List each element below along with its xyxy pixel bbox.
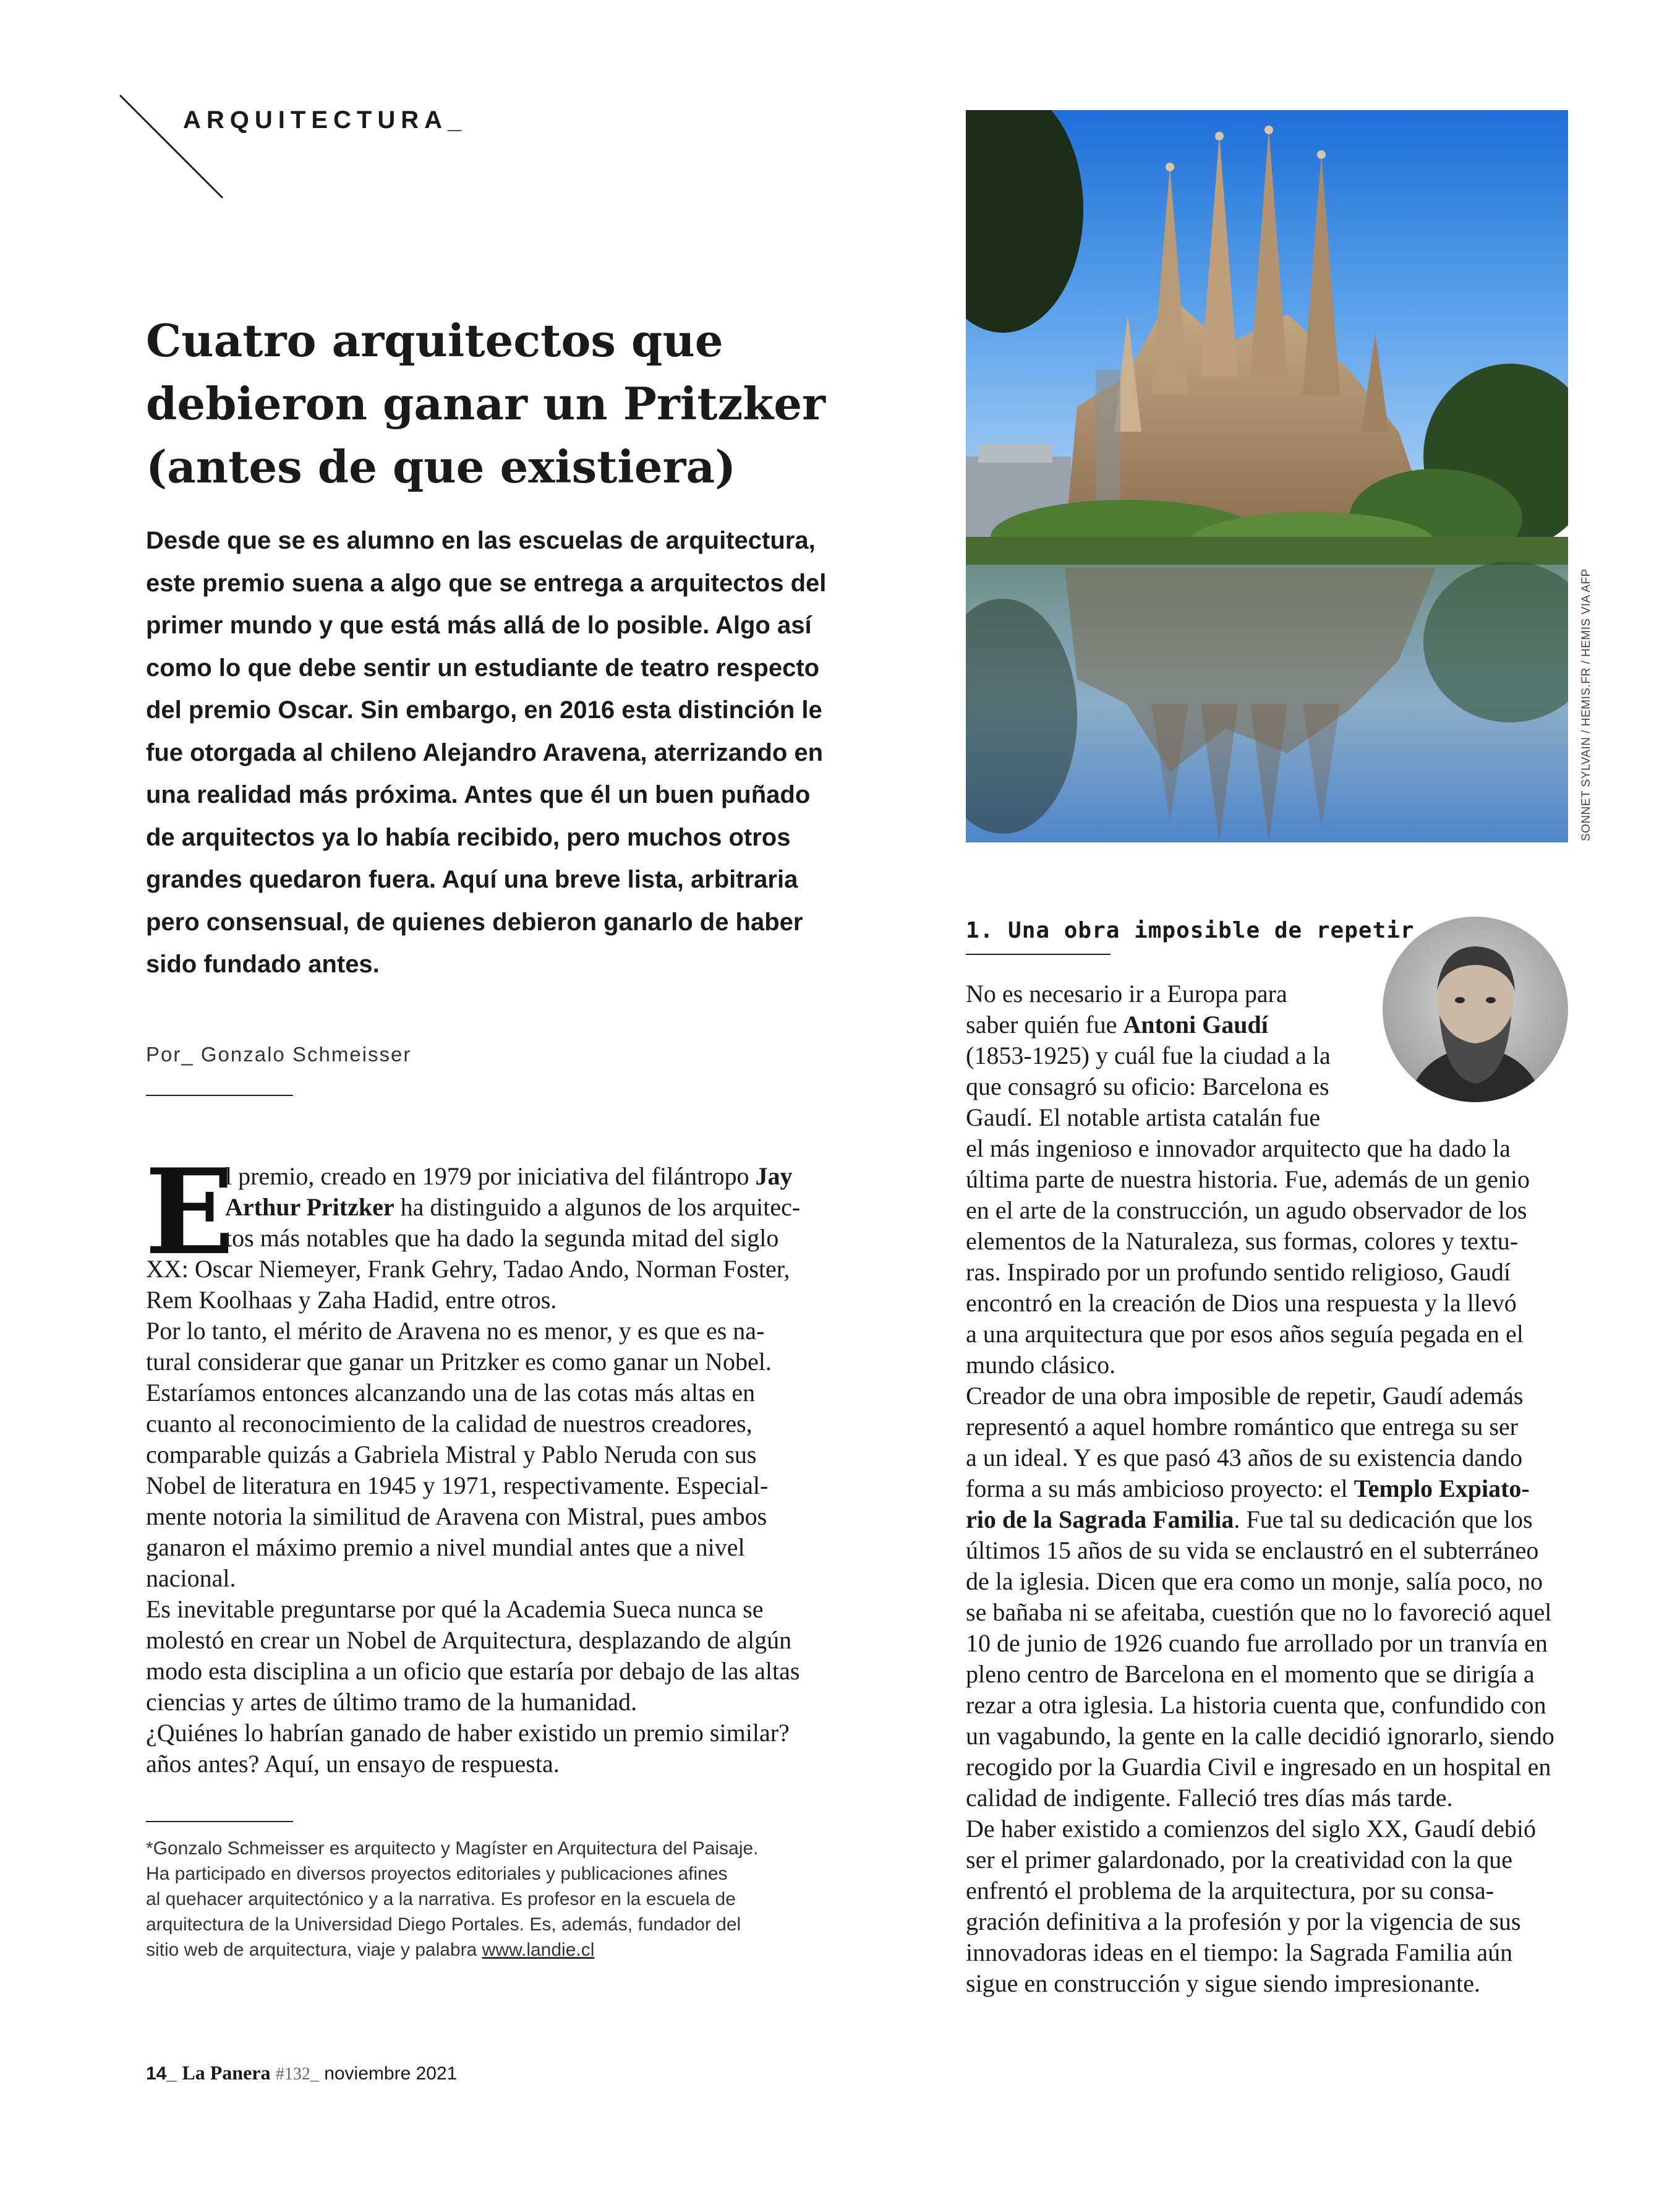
title-line: debieron ganar un Pritzker — [146, 377, 825, 430]
body-text: Nobel de literatura en 1945 y 1971, respectivamente. Especial- — [146, 1471, 769, 1499]
body-text: Por lo tanto, el mérito de Aravena no es menor, y es que es na- — [146, 1317, 765, 1345]
body-line — [966, 1226, 1572, 1257]
body-text: que consagró su oficio: Barcelona es — [966, 1072, 1329, 1100]
body-line — [146, 1254, 838, 1285]
body-text: 10 de junio de 1926 cuando fue arrollado por un tranvía en — [966, 1629, 1548, 1657]
body-line — [146, 1223, 838, 1254]
body-text: a una arquitectura que por esos años seguía pegada en el — [966, 1320, 1524, 1348]
page-footer — [146, 2061, 457, 2084]
page-number: 14_ — [146, 2063, 177, 2084]
body-text: encontró en la creación de Dios una respuesta y la llevó — [966, 1289, 1517, 1317]
body-line — [966, 1381, 1572, 1411]
body-line — [966, 1628, 1572, 1659]
bold-text: Jay — [755, 1162, 793, 1190]
body-line — [146, 1408, 838, 1439]
body-line — [966, 1257, 1572, 1288]
byline-rule — [146, 1095, 293, 1096]
body-line — [966, 1844, 1572, 1875]
body-text: gración definitiva a la profesión y por la vigencia de sus — [966, 1907, 1521, 1935]
footnote-line-last — [146, 1937, 838, 1963]
body-line — [966, 1195, 1572, 1226]
lede-line: como lo que debe sentir un estudiante de teatro respecto — [146, 654, 820, 682]
body-line — [966, 1350, 1572, 1381]
body-line — [966, 1875, 1572, 1906]
body-text: innovadoras ideas en el tiempo: la Sagrada Familia aún — [966, 1938, 1513, 1966]
body-line — [146, 1687, 838, 1718]
title-line: Cuatro arquitectos que — [146, 314, 723, 367]
body-text: ganaron el máximo premio a nivel mundial antes que a nivel — [146, 1533, 745, 1561]
body-text: mente notoria la similitud de Aravena con Mistral, pues ambos — [146, 1502, 767, 1530]
body-text: l premio, creado en 1979 por iniciativa del filántropo — [225, 1162, 756, 1190]
footnote-line: arquitectura de la Universidad Diego Portales. Es, además, fundador del — [146, 1914, 741, 1935]
body-text: cuanto al reconocimiento de la calidad de nuestros creadores, — [146, 1410, 753, 1437]
body-line — [146, 1532, 838, 1563]
body-line — [146, 1749, 838, 1779]
body-line — [146, 1563, 838, 1594]
body-text: ras. Inspirado por un profundo sentido religioso, Gaudí — [966, 1258, 1511, 1286]
photo-credit: SONNET SYLVAIN / HEMIS.FR / HEMIS VIA AFP — [1580, 568, 1593, 841]
body-line — [966, 1813, 1572, 1844]
body-text: se bañaba ni se afeitaba, cuestión que no lo favoreció aquel — [966, 1598, 1552, 1626]
magazine-name: La Panera — [182, 2061, 271, 2084]
body-text: representó a aquel hombre romántico que entrega su ser — [966, 1413, 1518, 1441]
body-line — [146, 1346, 838, 1377]
body-line — [146, 1470, 838, 1501]
body-line — [966, 1535, 1572, 1566]
body-line — [146, 1439, 838, 1470]
body-text: un vagabundo, la gente en la calle decidió ignorarlo, siendo — [966, 1722, 1554, 1750]
body-line — [966, 1597, 1572, 1628]
lede-line: sido fundado antes. — [146, 951, 380, 978]
body-line — [966, 1009, 1572, 1040]
body-line — [966, 1752, 1572, 1783]
right-body-text — [966, 978, 1572, 1999]
body-text: recogido por la Guardia Civil e ingresado en un hospital en — [966, 1753, 1551, 1781]
body-line — [966, 1071, 1572, 1102]
body-text: Estaríamos entonces alcanzando una de las cotas más altas en — [146, 1379, 756, 1406]
body-line — [966, 1133, 1572, 1164]
body-line — [966, 1288, 1572, 1319]
body-text: tos más notables que ha dado la segunda mitad del siglo — [225, 1224, 779, 1252]
body-text: última parte de nuestra historia. Fue, además de un genio — [966, 1165, 1530, 1193]
issue-number: #132_ — [275, 2065, 319, 2084]
bold-text: Arthur Pritzker — [225, 1193, 394, 1221]
body-line — [966, 1968, 1572, 1999]
author-footnote — [146, 1836, 838, 1963]
author-website-link[interactable]: www.landie.cl — [482, 1940, 595, 1960]
body-text: ¿Quiénes lo habrían ganado de haber existido un premio similar? — [146, 1719, 790, 1747]
footnote-rule — [146, 1821, 293, 1822]
body-text: Creador de una obra imposible de repetir, Gaudí además — [966, 1382, 1524, 1410]
body-line — [146, 1656, 838, 1687]
body-text: ser el primer galardonado, por la creatividad con la que — [966, 1846, 1513, 1873]
bold-text: rio de la Sagrada Familia — [966, 1505, 1234, 1533]
lede-line: primer mundo y que está más allá de lo posible. Algo así — [146, 612, 812, 639]
body-text: XX: Oscar Niemeyer, Frank Gehry, Tadao Ando, Norman Foster, — [146, 1255, 790, 1283]
body-line — [146, 1285, 838, 1316]
body-line — [966, 1504, 1572, 1535]
body-text: calidad de indigente. Falleció tres días más tarde. — [966, 1784, 1453, 1812]
footnote-line: Ha participado en diversos proyectos editoriales y publicaciones afines — [146, 1864, 728, 1884]
body-line — [966, 1040, 1572, 1071]
body-text: (1853-1925) y cuál fue la ciudad a la — [966, 1042, 1331, 1069]
lede-line: de arquitectos ya lo había recibido, pero muchos otros — [146, 823, 791, 851]
body-line — [966, 1319, 1572, 1350]
body-text: enfrentó el problema de la arquitectura, por su consa- — [966, 1877, 1495, 1904]
body-line — [966, 1721, 1572, 1752]
bold-text: Antoni Gaudí — [1123, 1011, 1268, 1038]
body-text: comparable quizás a Gabriela Mistral y Pablo Neruda con sus — [146, 1441, 757, 1468]
body-text: Gaudí. El notable artista catalán fue — [966, 1103, 1321, 1131]
body-text: forma a su más ambicioso proyecto: el — [966, 1475, 1354, 1502]
subheading-rule — [966, 954, 1111, 955]
section-subheading: 1. Una obra imposible de repetir — [966, 918, 1415, 943]
left-body-text — [146, 1161, 838, 1779]
issue-date: noviembre 2021 — [324, 2063, 458, 2084]
body-line — [146, 1625, 838, 1656]
body-line — [966, 1783, 1572, 1813]
lede-line: grandes quedaron fuera. Aquí una breve lista, arbitraria — [146, 866, 798, 893]
body-line — [146, 1377, 838, 1408]
body-text: elementos de la Naturaleza, sus formas, colores y textu- — [966, 1227, 1519, 1255]
body-text: el más ingenioso e innovador arquitecto que ha dado la — [966, 1134, 1511, 1162]
body-line — [966, 1937, 1572, 1968]
body-line — [146, 1161, 838, 1192]
body-text: sigue en construcción y sigue siendo impresionante. — [966, 1969, 1481, 1997]
body-line — [146, 1718, 838, 1749]
body-text: rezar a otra iglesia. La historia cuenta que, confundido con — [966, 1691, 1546, 1719]
body-text: a un ideal. Y es que pasó 43 años de su existencia dando — [966, 1444, 1523, 1471]
title-line: (antes de que existiera) — [146, 440, 736, 493]
footnote-line-text: sitio web de arquitectura, viaje y palabra — [146, 1940, 482, 1960]
lede-line: una realidad más próxima. Antes que él un buen puñado — [146, 781, 811, 808]
body-text: . Fue tal su dedicación que los — [1234, 1505, 1533, 1533]
body-line — [966, 1690, 1572, 1721]
body-line — [966, 978, 1572, 1009]
body-text: modo esta disciplina a un oficio que estaría por debajo de las altas — [146, 1657, 800, 1685]
lede-line: este premio suena a algo que se entrega a arquitectos del — [146, 569, 827, 597]
footnote-line: *Gonzalo Schmeisser es arquitecto y Magíster en Arquitectura del Paisaje. — [146, 1838, 759, 1859]
body-line — [146, 1594, 838, 1625]
body-text: Es inevitable preguntarse por qué la Academia Sueca nunca se — [146, 1595, 764, 1623]
body-line — [966, 1102, 1572, 1133]
body-line — [146, 1316, 838, 1346]
body-text: De haber existido a comienzos del siglo XX, Gaudí debió — [966, 1815, 1536, 1843]
drop-cap: E — [145, 1143, 234, 1281]
lede-line: Desde que se es alumno en las escuelas de arquitectura, — [146, 527, 816, 554]
footnote-line: al quehacer arquitectónico y a la narrativa. Es profesor en la escuela de — [146, 1889, 736, 1909]
body-text: molestó en crear un Nobel de Arquitectura, desplazando de algún — [146, 1626, 792, 1654]
lede-line: pero consensual, de quienes debieron ganarlo de haber — [146, 908, 803, 936]
article-title — [146, 309, 826, 499]
body-text: pleno centro de Barcelona en el momento que se dirigía a — [966, 1660, 1535, 1688]
body-line — [966, 1473, 1572, 1504]
byline: Por_ Gonzalo Schmeisser — [146, 1043, 412, 1066]
body-line — [966, 1411, 1572, 1442]
body-text: ciencias y artes de último tramo de la humanidad. — [146, 1688, 637, 1716]
body-text: ha distinguido a algunos de los arquitec- — [394, 1193, 801, 1221]
body-text: de la iglesia. Dicen que era como un monje, salía poco, no — [966, 1567, 1543, 1595]
body-line — [966, 1164, 1572, 1195]
body-line — [146, 1192, 838, 1223]
body-text: tural considerar que ganar un Pritzker es como ganar un Nobel. — [146, 1348, 772, 1376]
section-label: ARQUITECTURA_ — [183, 106, 467, 134]
body-text: últimos 15 años de su vida se enclaustró en el subterráneo — [966, 1536, 1539, 1564]
lede-line: fue otorgada al chileno Alejandro Aravena, aterrizando en — [146, 739, 824, 766]
lede-line: del premio Oscar. Sin embargo, en 2016 esta distinción le — [146, 696, 822, 724]
body-text: mundo clásico. — [966, 1351, 1116, 1379]
body-text: en el arte de la construcción, un agudo observador de los — [966, 1196, 1527, 1224]
body-line — [966, 1442, 1572, 1473]
sagrada-familia-photo — [966, 110, 1568, 842]
body-text: saber quién fue — [966, 1011, 1124, 1038]
body-line — [966, 1659, 1572, 1690]
body-line — [966, 1906, 1572, 1937]
bold-text: Templo Expiato- — [1354, 1475, 1530, 1502]
body-text: Rem Koolhaas y Zaha Hadid, entre otros. — [146, 1286, 557, 1314]
body-text: años antes? Aquí, un ensayo de respuesta. — [146, 1750, 560, 1778]
body-line — [146, 1501, 838, 1532]
body-text: No es necesario ir a Europa para — [966, 980, 1287, 1008]
body-text: nacional. — [146, 1564, 236, 1592]
body-line — [966, 1566, 1572, 1597]
article-lede — [146, 520, 857, 986]
